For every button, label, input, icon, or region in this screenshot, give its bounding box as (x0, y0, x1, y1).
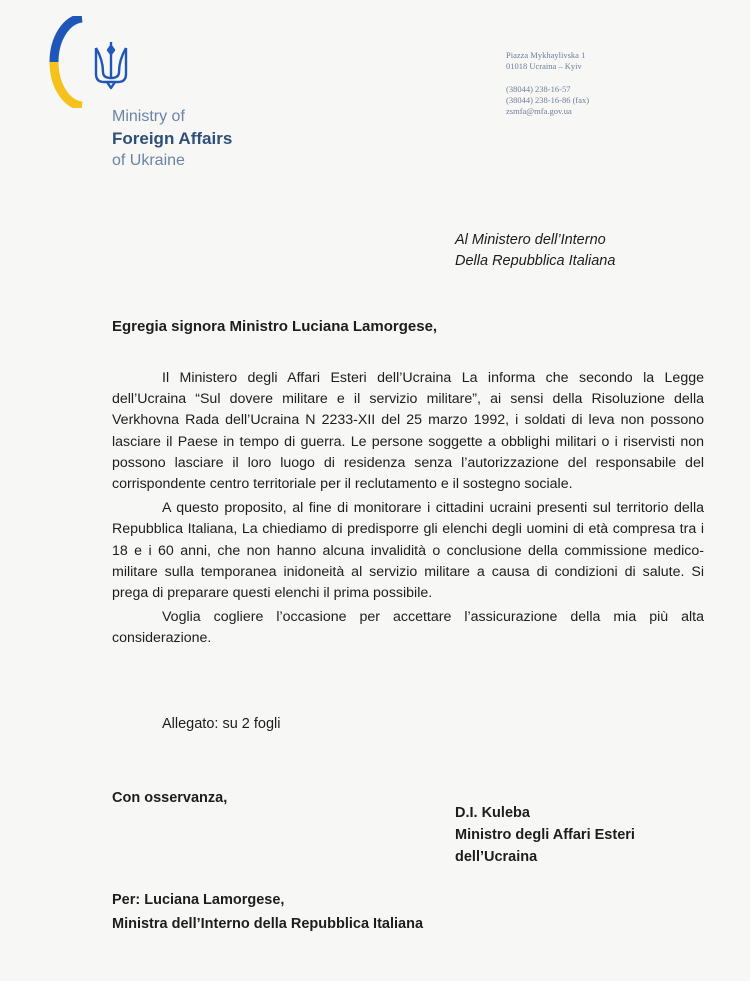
ukraine-trident-icon (92, 40, 130, 90)
address-fax: (38044) 238-16-86 (fax) (506, 95, 590, 105)
per-line-2: Ministra dell’Interno della Repubblica Italiana (112, 916, 424, 932)
signer-title-1: Ministro degli Affari Esteri (455, 827, 635, 843)
address-email: zsmfa@mfa.gov.ua (506, 106, 572, 116)
per-block (112, 888, 423, 936)
ministry-line-1: Ministry of (112, 108, 185, 125)
paragraph-3: Voglia cogliere l’occasione per accettare l’assicurazione della mia più alta considerazione. (112, 609, 704, 647)
ministry-line-3: of Ukraine (112, 152, 185, 169)
attachment-note: Allegato: su 2 fogli (162, 716, 281, 732)
recipient-block (455, 230, 615, 272)
salutation: Egregia signora Ministro Luciana Lamorgese, (112, 318, 438, 335)
ministry-line-2: Foreign Affairs (112, 129, 233, 148)
recipient-line-1: Al Ministero dell’Interno (455, 232, 606, 248)
address-phone: (38044) 238-16-57 (506, 84, 571, 94)
recipient-line-2: Della Repubblica Italiana (455, 253, 616, 269)
ministry-address (506, 50, 589, 117)
signer-name: D.I. Kuleba (455, 805, 530, 821)
signer-title-2: dell’Ucraina (455, 849, 538, 865)
ministry-name (112, 106, 232, 172)
signature-block (455, 802, 635, 868)
paragraph-2: A questo proposito, al fine di monitorare i cittadini ucraini presenti sul territorio della Repubblica Italiana, La chiediamo di predisporre gli elenchi degli uomini di età compresa tra i 18 e i 60 anni, che non hanno alcuna invalidità o conclusione della commissione medico-militare sulla temporanea inidoneità al servizio militare a causa di condizioni di salute. Si prega di preparare questi elenchi il prima possibile. (112, 500, 704, 602)
address-street: Piazza Mykhaylivska 1 (506, 50, 586, 60)
per-line-1: Per: Luciana Lamorgese, (112, 892, 285, 908)
letter-body (112, 368, 704, 653)
flag-arc-logo (48, 16, 88, 108)
address-city: 01018 Ucraina – Kyiv (506, 61, 582, 71)
paragraph-1: Il Ministero degli Affari Esteri dell’Ucraina La informa che secondo la Legge dell’Ucraina “Sul dovere militare e il servizio militare”, ai sensi della Risoluzione della Verkhovna Rada dell’Ucraina N 2233-XII del 25 marzo 1992, i soldati di leva non possono lasciare il Paese in tempo di guerra. Le persone soggette a obblighi militari o i riservisti non possono lasciare il loro luogo di residenza senza l’autorizzazione del responsabile del corrispondente centro territoriale per il reclutamento e il sostegno sociale. (112, 370, 704, 493)
closing: Con osservanza, (112, 790, 228, 806)
